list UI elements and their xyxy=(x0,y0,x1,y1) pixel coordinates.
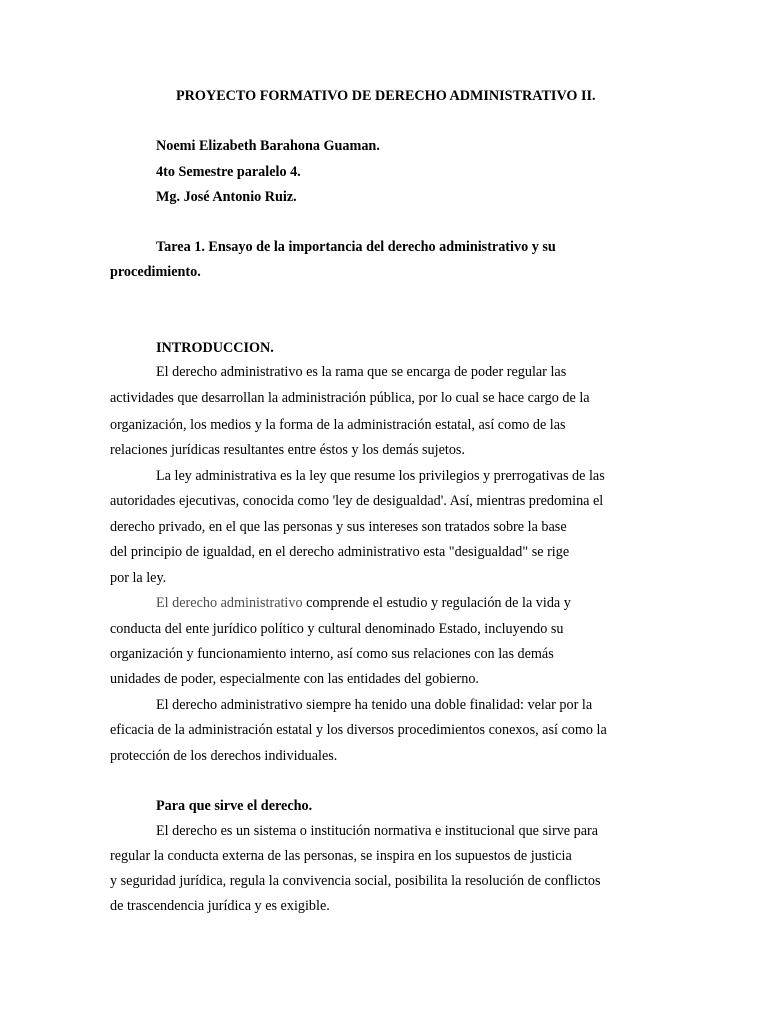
task-title-line-1: Tarea 1. Ensayo de la importancia del derecho administrativo y su xyxy=(156,239,556,255)
section2-p1-line: y seguridad jurídica, regula la convivencia social, posibilita la resolución de conflictos xyxy=(110,873,601,889)
section2-p1-line: El derecho es un sistema o institución normativa e institucional que sirve para xyxy=(156,823,599,839)
intro-p3-line-text: comprende el estudio y regulación de la vida y xyxy=(302,595,571,611)
section2-p1-line: de trascendencia jurídica y es exigible. xyxy=(110,898,330,914)
intro-p1-line: actividades que desarrollan la administración pública, por lo cual se hace cargo de la xyxy=(110,390,590,406)
author-name: Noemi Elizabeth Barahona Guaman. xyxy=(156,138,380,154)
intro-p3-line: organización y funcionamiento interno, así como sus relaciones con las demás xyxy=(110,646,554,662)
semester-line: 4to Semestre paralelo 4. xyxy=(156,164,301,180)
section2-p1-line: regular la conducta externa de las personas, se inspira en los supuestos de justicia xyxy=(110,848,572,864)
intro-p2-line: por la ley. xyxy=(110,570,167,586)
intro-p3-line: conducta del ente jurídico político y cultural denominado Estado, incluyendo su xyxy=(110,621,564,637)
section2-heading: Para que sirve el derecho. xyxy=(156,798,313,814)
intro-p1-line: relaciones jurídicas resultantes entre éstos y los demás sujetos. xyxy=(110,442,465,458)
intro-p3-first-line xyxy=(156,594,571,612)
intro-p4-line: protección de los derechos individuales. xyxy=(110,748,338,764)
document-title: PROYECTO FORMATIVO DE DERECHO ADMINISTRATIVO II. xyxy=(176,88,596,104)
intro-p4-line: eficacia de la administración estatal y los diversos procedimientos conexos, así como la xyxy=(110,722,607,738)
intro-p2-line: La ley administrativa es la ley que resume los privilegios y prerrogativas de las xyxy=(156,468,605,484)
task-title-line-2: procedimiento. xyxy=(110,264,201,280)
intro-heading: INTRODUCCION. xyxy=(156,340,274,356)
derecho-administrativo-link[interactable]: El derecho administrativo xyxy=(156,595,303,611)
intro-p2-line: derecho privado, en el que las personas y sus intereses son tratados sobre la base xyxy=(110,519,567,535)
intro-p1-line: organización, los medios y la forma de la administración estatal, así como de las xyxy=(110,417,566,433)
intro-p4-line: El derecho administrativo siempre ha tenido una doble finalidad: velar por la xyxy=(156,697,593,713)
intro-p2-line: del principio de igualdad, en el derecho administrativo esta "desigualdad" se rige xyxy=(110,544,570,560)
professor-name: Mg. José Antonio Ruiz. xyxy=(156,189,297,205)
intro-p1-line: El derecho administrativo es la rama que se encarga de poder regular las xyxy=(156,364,567,380)
intro-p2-line: autoridades ejecutivas, conocida como 'ley de desigualdad'. Así, mientras predomina el xyxy=(110,493,604,509)
intro-p3-line: unidades de poder, especialmente con las entidades del gobierno. xyxy=(110,671,479,687)
